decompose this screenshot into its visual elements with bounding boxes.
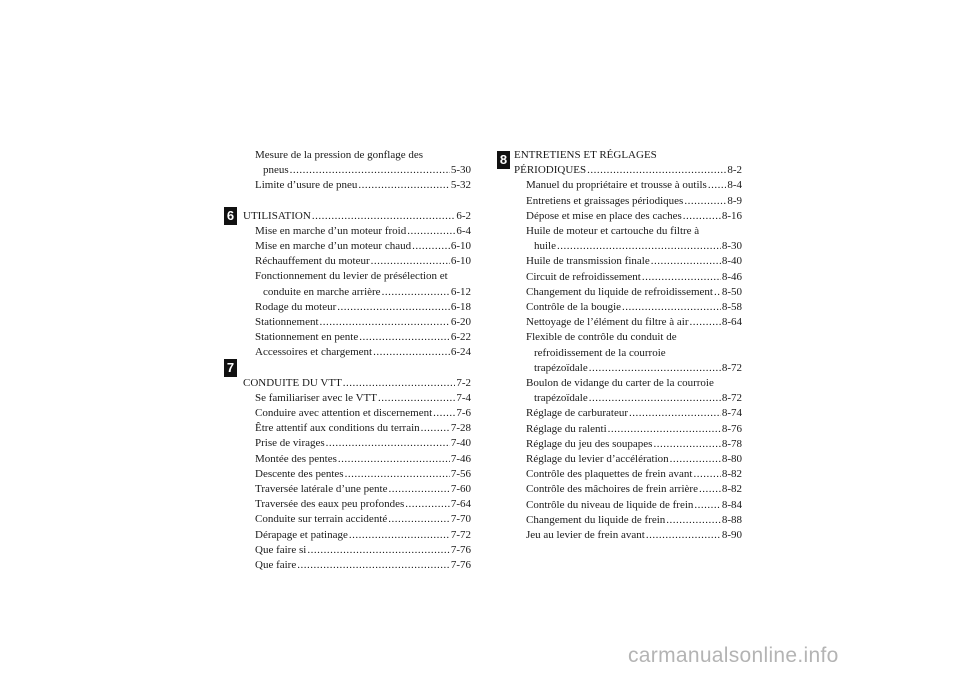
dot-leader — [407, 224, 455, 239]
toc-entry[interactable] — [514, 391, 742, 406]
toc-entry-title: Huile de moteur et cartouche du filtre à — [526, 225, 700, 238]
toc-page-number: 6-18 — [450, 300, 471, 313]
toc-entry-title: Fonctionnement du levier de présélection et — [255, 270, 448, 283]
toc-page-number: 8-64 — [721, 316, 742, 329]
toc-page-number: 8-76 — [721, 422, 742, 435]
toc-entry-title: Mise en marche d’un moteur chaud — [255, 240, 412, 253]
toc-entry-title: Accessoires et chargement — [255, 346, 373, 359]
dot-leader — [693, 467, 720, 482]
toc-entry-title: PÉRIODIQUES — [514, 164, 587, 177]
toc-entry-title: Nettoyage de l’élément du filtre à air — [526, 316, 689, 329]
toc-entry-title: CONDUITE DU VTT — [243, 376, 342, 389]
dot-leader — [651, 254, 721, 269]
toc-left-column — [243, 148, 471, 573]
toc-entry[interactable] — [514, 270, 742, 285]
toc-entry-title: Réglage du levier d’accélération — [526, 453, 669, 466]
toc-heading-line — [514, 376, 742, 391]
toc-entry[interactable] — [514, 437, 742, 452]
toc-entry[interactable] — [514, 285, 742, 300]
toc-entry-title: Conduite sur terrain accidenté — [255, 513, 388, 526]
watermark-text: carmanualsonline.info — [628, 644, 839, 667]
toc-entry-title: Prise de virages — [255, 437, 325, 450]
toc-section-7 — [243, 376, 471, 574]
toc-entry-title: Flexible de contrôle du conduit de — [526, 331, 677, 344]
dot-leader — [653, 437, 720, 452]
dot-leader — [307, 543, 450, 558]
toc-entry-title: Que faire — [255, 559, 297, 572]
dot-leader — [378, 391, 455, 406]
dot-leader — [433, 406, 455, 421]
toc-entry[interactable] — [514, 513, 742, 528]
toc-page-number: 7-56 — [450, 467, 471, 480]
toc-entry-title: Rodage du moteur — [255, 300, 337, 313]
toc-entry-title: Conduire avec attention et discernement — [255, 407, 433, 420]
toc-heading-line — [514, 346, 742, 361]
toc-entry[interactable] — [243, 345, 471, 360]
toc-heading-line — [243, 148, 471, 163]
dot-leader — [382, 285, 450, 300]
toc-section-5 — [243, 148, 471, 194]
toc-entry[interactable] — [514, 467, 742, 482]
toc-page-number: 5-30 — [450, 164, 471, 177]
toc-page-number: 6-24 — [450, 346, 471, 359]
toc-entry[interactable] — [243, 224, 471, 239]
section-gap — [243, 361, 471, 376]
dot-leader — [345, 467, 450, 482]
toc-page-number: 7-4 — [456, 391, 471, 404]
dot-leader — [373, 345, 450, 360]
toc-entry[interactable] — [243, 497, 471, 512]
toc-entry-title: Réglage du jeu des soupapes — [526, 437, 653, 450]
toc-entry[interactable] — [243, 300, 471, 315]
dot-leader — [326, 436, 450, 451]
dot-leader — [557, 239, 721, 254]
toc-entry[interactable] — [243, 209, 471, 224]
toc-entry[interactable] — [514, 194, 742, 209]
toc-entry-title: Entretiens et graissages périodiques — [526, 194, 684, 207]
toc-page-number: 7-72 — [450, 528, 471, 541]
dot-leader — [666, 513, 721, 528]
dot-leader — [312, 209, 456, 224]
dot-leader — [405, 497, 450, 512]
toc-page-number: 6-10 — [450, 255, 471, 268]
toc-entry[interactable] — [514, 361, 742, 376]
toc-entry-title: Réglage du ralenti — [526, 422, 607, 435]
toc-page-number: 8-74 — [721, 407, 742, 420]
toc-page-number: 6-12 — [450, 285, 471, 298]
dot-leader — [388, 512, 450, 527]
toc-entry-title: Changement du liquide de refroidissement — [526, 285, 713, 298]
toc-entry-title: Circuit de refroidissement — [526, 270, 641, 283]
toc-heading-line — [243, 269, 471, 284]
dot-leader — [290, 163, 450, 178]
toc-heading-line — [514, 148, 742, 163]
dot-leader — [343, 376, 456, 391]
toc-entry-title: Contrôle de la bougie — [526, 301, 622, 314]
toc-entry-title: Manuel du propriétaire et trousse à outils — [526, 179, 707, 192]
toc-entry[interactable] — [514, 498, 742, 513]
toc-page-number: 8-82 — [721, 483, 742, 496]
toc-page-number: 8-88 — [721, 513, 742, 526]
dot-leader — [608, 422, 721, 437]
toc-entry[interactable] — [243, 512, 471, 527]
toc-page-number: 8-80 — [721, 453, 742, 466]
toc-entry-title: Contrôle des mâchoires de frein arrière — [526, 483, 698, 496]
toc-page-number: 6-2 — [456, 209, 471, 222]
toc-entry[interactable] — [243, 254, 471, 269]
toc-page-number: 7-76 — [450, 559, 471, 572]
dot-leader — [670, 452, 721, 467]
dot-leader — [337, 300, 450, 315]
toc-entry-title: Être attentif aux conditions du terrain — [255, 422, 420, 435]
dot-leader — [338, 452, 450, 467]
toc-entry-title: Réglage de carburateur — [526, 407, 628, 420]
toc-page-number: 8-82 — [721, 468, 742, 481]
toc-entry[interactable] — [514, 239, 742, 254]
toc-entry[interactable] — [514, 422, 742, 437]
dot-leader — [689, 315, 720, 330]
toc-entry-title: Que faire si — [255, 543, 307, 556]
toc-page-number: 8-90 — [721, 529, 742, 542]
toc-section-8 — [514, 148, 742, 543]
toc-page-number: 6-4 — [456, 224, 471, 237]
toc-page-number: 8-9 — [727, 194, 742, 207]
toc-page-number: 7-46 — [450, 452, 471, 465]
toc-page-number: 7-70 — [450, 513, 471, 526]
toc-entry[interactable] — [243, 543, 471, 558]
toc-entry[interactable] — [243, 285, 471, 300]
toc-right-column — [514, 148, 742, 543]
dot-leader — [320, 315, 450, 330]
toc-page-number: 6-10 — [450, 240, 471, 253]
dot-leader — [297, 558, 450, 573]
toc-entry-title: Stationnement en pente — [255, 331, 359, 344]
toc-entry[interactable] — [243, 436, 471, 451]
toc-entry-title: Contrôle du niveau de liquide de frein — [526, 498, 694, 511]
toc-page-number: 8-78 — [721, 437, 742, 450]
toc-page-number: 8-72 — [721, 361, 742, 374]
toc-page-number: 7-28 — [450, 422, 471, 435]
toc-entry-title: Dépose et mise en place des caches — [526, 209, 682, 222]
toc-entry[interactable] — [514, 163, 742, 178]
toc-page-number: 8-4 — [727, 179, 742, 192]
toc-entry[interactable] — [514, 315, 742, 330]
dot-leader — [642, 270, 721, 285]
toc-entry-title: trapézoïdale — [534, 392, 588, 405]
toc-page-number: 8-16 — [721, 209, 742, 222]
toc-entry[interactable] — [243, 391, 471, 406]
toc-entry[interactable] — [514, 452, 742, 467]
toc-entry-title: Traversée latérale d’une pente — [255, 483, 388, 496]
dot-leader — [622, 300, 721, 315]
toc-heading-line — [514, 224, 742, 239]
dot-leader — [683, 209, 721, 224]
toc-page-number: 8-30 — [721, 240, 742, 253]
toc-page-number: 7-2 — [456, 376, 471, 389]
toc-entry[interactable] — [514, 528, 742, 543]
toc-entry-title: UTILISATION — [243, 209, 311, 222]
dot-leader — [589, 361, 721, 376]
dot-leader — [388, 482, 449, 497]
dot-leader — [694, 498, 720, 513]
toc-entry-title: Descente des pentes — [255, 467, 344, 480]
toc-entry[interactable] — [243, 376, 471, 391]
toc-page-number: 8-40 — [721, 255, 742, 268]
toc-heading-line — [514, 330, 742, 345]
toc-entry[interactable] — [243, 558, 471, 573]
dot-leader — [684, 194, 726, 209]
dot-leader — [349, 528, 450, 543]
toc-entry-title: huile — [534, 240, 556, 253]
chapter-tab-6[interactable]: 6 — [224, 207, 237, 225]
toc-page-number: 8-58 — [721, 301, 742, 314]
toc-entry[interactable] — [243, 421, 471, 436]
section-gap — [243, 194, 471, 209]
chapter-tab-8[interactable]: 8 — [497, 151, 510, 169]
toc-entry-title: Montée des pentes — [255, 452, 337, 465]
toc-entry[interactable] — [243, 315, 471, 330]
dot-leader — [412, 239, 450, 254]
toc-entry[interactable] — [514, 482, 742, 497]
toc-entry-title: refroidissement de la courroie — [534, 346, 666, 359]
toc-entry-title: Limite d’usure de pneu — [255, 179, 358, 192]
toc-entry-title: pneus — [263, 164, 289, 177]
toc-page-number: 7-40 — [450, 437, 471, 450]
dot-leader — [714, 285, 721, 300]
toc-page-number: 6-20 — [450, 316, 471, 329]
toc-entry-title: Traversée des eaux peu profondes — [255, 498, 405, 511]
dot-leader — [646, 528, 721, 543]
toc-entry-title: Stationnement — [255, 316, 319, 329]
toc-entry-title: Dérapage et patinage — [255, 528, 348, 541]
toc-page-number: 7-60 — [450, 483, 471, 496]
toc-page-number: 5-32 — [450, 179, 471, 192]
toc-page-number: 7-6 — [456, 407, 471, 420]
toc-entry-title: Contrôle des plaquettes de frein avant — [526, 468, 693, 481]
toc-entry[interactable] — [514, 209, 742, 224]
dot-leader — [359, 330, 450, 345]
dot-leader — [421, 421, 450, 436]
toc-section-6 — [243, 209, 471, 361]
toc-entry[interactable] — [243, 452, 471, 467]
dot-leader — [371, 254, 450, 269]
toc-entry[interactable] — [514, 300, 742, 315]
dot-leader — [629, 406, 721, 421]
toc-entry-title: Boulon de vidange du carter de la courroie — [526, 377, 714, 390]
toc-page-number: 7-64 — [450, 498, 471, 511]
toc-entry-title: Huile de transmission finale — [526, 255, 650, 268]
toc-entry[interactable] — [514, 254, 742, 269]
toc-page-number: 8-50 — [721, 285, 742, 298]
dot-leader — [587, 163, 726, 178]
toc-entry[interactable] — [243, 330, 471, 345]
toc-page-number: 7-76 — [450, 543, 471, 556]
toc-entry[interactable] — [243, 528, 471, 543]
dot-leader — [699, 482, 721, 497]
toc-page-number: 6-22 — [450, 331, 471, 344]
toc-entry-title: conduite en marche arrière — [263, 285, 381, 298]
toc-entry[interactable] — [243, 163, 471, 178]
toc-page-number: 8-72 — [721, 392, 742, 405]
toc-entry-title: ENTRETIENS ET RÉGLAGES — [514, 149, 657, 161]
dot-leader — [589, 391, 721, 406]
toc-entry[interactable] — [514, 178, 742, 193]
toc-page-number: 8-2 — [727, 164, 742, 177]
dot-leader — [708, 178, 726, 193]
toc-entry-title: Jeu au levier de frein avant — [526, 529, 645, 542]
toc-entry[interactable] — [243, 178, 471, 193]
toc-entry-title: Mise en marche d’un moteur froid — [255, 224, 407, 237]
toc-entry[interactable] — [514, 406, 742, 421]
toc-entry[interactable] — [243, 467, 471, 482]
toc-entry-title: Se familiariser avec le VTT — [255, 391, 377, 404]
toc-entry[interactable] — [243, 482, 471, 497]
dot-leader — [358, 178, 449, 193]
chapter-tab-7[interactable]: 7 — [224, 359, 237, 377]
toc-entry-title: Réchauffement du moteur — [255, 255, 370, 268]
toc-entry[interactable] — [243, 239, 471, 254]
toc-entry[interactable] — [243, 406, 471, 421]
toc-entry-title: trapézoïdale — [534, 361, 588, 374]
toc-entry-title: Mesure de la pression de gonflage des — [255, 149, 424, 161]
toc-entry-title: Changement du liquide de frein — [526, 513, 666, 526]
toc-page-number: 8-84 — [721, 498, 742, 511]
toc-page-number: 8-46 — [721, 270, 742, 283]
